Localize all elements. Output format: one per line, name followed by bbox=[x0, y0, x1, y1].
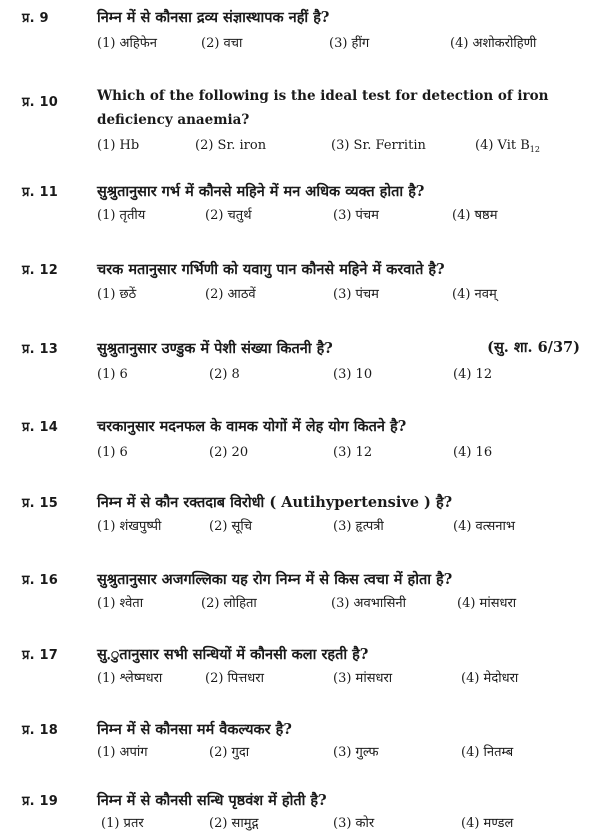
question-number: प्र. 14 bbox=[22, 420, 58, 435]
option-1: (1) 6 bbox=[97, 445, 128, 460]
option-3: (3) Sr. Ferritin bbox=[331, 138, 426, 153]
option-1: (1) प्रतर bbox=[101, 816, 144, 831]
question-number: प्र. 13 bbox=[22, 342, 58, 357]
option-4: (4) अशोकरोहिणी bbox=[450, 36, 537, 51]
question-number: प्र. 12 bbox=[22, 263, 58, 278]
option-2: (2) सामुद्ग bbox=[209, 816, 259, 831]
question-number: प्र. 10 bbox=[22, 95, 58, 110]
option-2: (2) आठवें bbox=[205, 287, 256, 302]
option-4: (4) मांसधरा bbox=[457, 596, 517, 611]
question-number: प्र. 11 bbox=[22, 185, 58, 200]
option-4-text: (4) Vit B bbox=[475, 138, 530, 153]
option-2: (2) गुदा bbox=[209, 745, 250, 760]
option-3: (3) हींग bbox=[329, 36, 370, 51]
option-1: (1) 6 bbox=[97, 367, 128, 382]
question-text: चरकानुसार मदनफल के वामक योगों में लेह योग कितने है? bbox=[97, 418, 407, 435]
option-1: (1) अपांग bbox=[97, 745, 148, 760]
option-3: (3) गुल्फ bbox=[333, 745, 379, 760]
option-3: (3) 10 bbox=[333, 367, 373, 382]
option-4: (4) मेदोधरा bbox=[461, 671, 519, 686]
option-1: (1) तृतीय bbox=[97, 208, 146, 223]
question-number: प्र. 18 bbox=[22, 723, 58, 738]
question-text: सु.ुतानुसार सभी सन्धियों में कौनसी कला रहती है? bbox=[97, 646, 369, 663]
question-number: प्र. 16 bbox=[22, 573, 58, 588]
option-2: (2) 20 bbox=[209, 445, 249, 460]
question-text: निम्न में से कौनसा मर्म वैकल्यकर है? bbox=[97, 721, 292, 738]
option-2: (2) वचा bbox=[201, 36, 243, 51]
option-1: (1) श्लेष्मधरा bbox=[97, 671, 163, 686]
option-4: (4) वत्सनाभ bbox=[453, 519, 516, 534]
question-text: सुश्रुतानुसार उण्डुक में पेशी संख्या कितनी है? bbox=[97, 340, 333, 357]
option-3: (3) अवभासिनी bbox=[331, 596, 406, 611]
question-number: प्र. 17 bbox=[22, 648, 58, 663]
question-text: चरक मतानुसार गर्भिणी को यवागु पान कौनसे महिने में करवाते है? bbox=[97, 261, 445, 278]
option-3: (3) पंचम bbox=[333, 208, 379, 223]
question-text: निम्न में से कौन रक्तदाब विरोधी ( Autihypertensive ) है? bbox=[97, 494, 453, 511]
question-text: निम्न में से कौनसी सन्धि पृष्ठवंश में होती है? bbox=[97, 792, 327, 809]
question-text: Which of the following is the ideal test for detection of iron deficiency anaemia? bbox=[97, 88, 549, 128]
question-number: प्र. 15 bbox=[22, 496, 58, 511]
option-2: (2) पित्तधरा bbox=[205, 671, 264, 686]
option-3: (3) मांसधरा bbox=[333, 671, 393, 686]
option-3: (3) पंचम bbox=[333, 287, 379, 302]
option-4: (4) नवम् bbox=[452, 287, 497, 302]
option-1: (1) Hb bbox=[97, 138, 140, 153]
option-4 bbox=[475, 136, 540, 160]
question-text: सुश्रुतानुसार अजगल्लिका यह रोग निम्न में से किस त्वचा में होता है? bbox=[97, 571, 453, 588]
option-3: (3) कोर bbox=[333, 816, 375, 831]
option-4: (4) नितम्ब bbox=[461, 745, 514, 760]
option-2: (2) चतुर्थ bbox=[205, 208, 252, 223]
question-text: निम्न में से कौनसा द्रव्य संज्ञास्थापक नहीं है? bbox=[97, 9, 330, 26]
option-2: (2) 8 bbox=[209, 367, 240, 382]
option-2: (2) लोहिता bbox=[201, 596, 257, 611]
option-1: (1) शंखपुष्पी bbox=[97, 519, 162, 534]
option-3: (3) 12 bbox=[333, 445, 373, 460]
option-3: (3) हृत्पत्री bbox=[333, 519, 384, 534]
option-4: (4) मण्डल bbox=[461, 816, 514, 831]
option-2: (2) Sr. iron bbox=[195, 138, 267, 153]
option-2: (2) सूचि bbox=[209, 519, 252, 534]
question-number: प्र. 9 bbox=[22, 11, 49, 26]
option-1: (1) छठें bbox=[97, 287, 137, 302]
option-4: (4) षष्ठम bbox=[452, 208, 498, 223]
option-4: (4) 16 bbox=[453, 445, 493, 460]
option-4-subscript: 12 bbox=[529, 145, 540, 154]
source-reference: (सु. शा. 6/37) bbox=[487, 339, 580, 356]
question-text: सुश्रुतानुसार गर्भ में कौनसे महिने में मन अधिक व्यक्त होता है? bbox=[97, 183, 425, 200]
option-1: (1) अहिफेन bbox=[97, 36, 157, 51]
option-4: (4) 12 bbox=[453, 367, 493, 382]
option-1: (1) श्वेता bbox=[97, 596, 144, 611]
question-number: प्र. 19 bbox=[22, 794, 58, 809]
